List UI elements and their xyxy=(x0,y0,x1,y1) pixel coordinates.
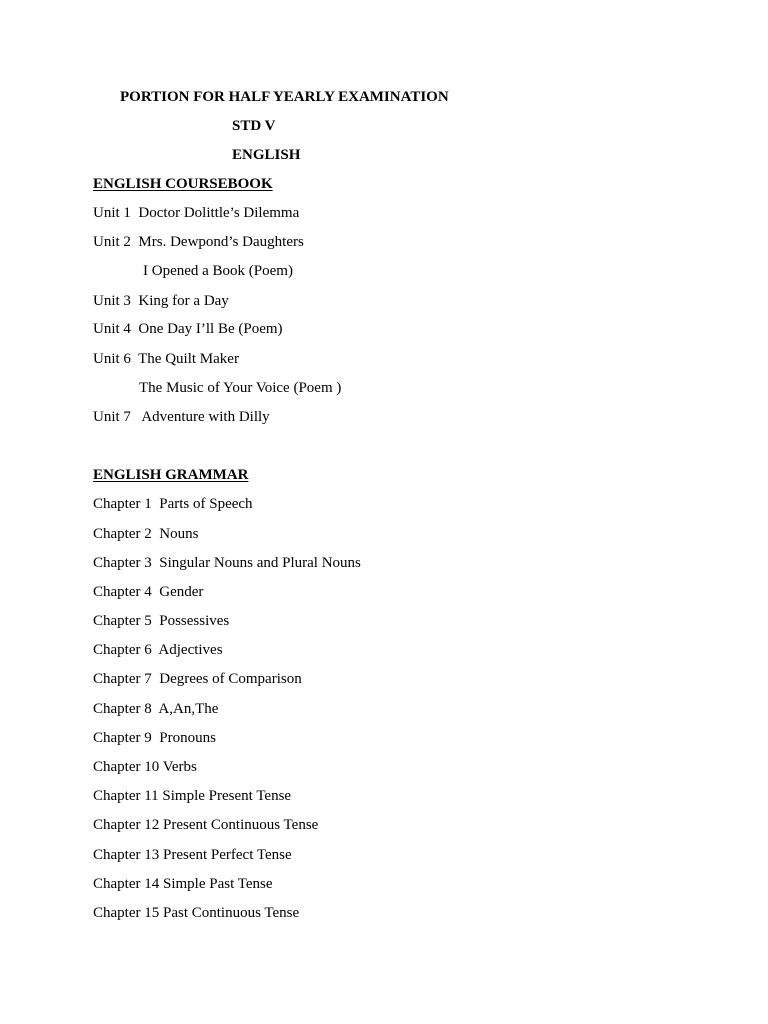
coursebook-item: Unit 1 Doctor Dolittle’s Dilemma xyxy=(93,205,300,221)
coursebook-item: The Music of Your Voice (Poem ) xyxy=(139,380,342,396)
grammar-item: Chapter 5 Possessives xyxy=(93,613,230,629)
subject-label: ENGLISH xyxy=(232,147,301,163)
coursebook-item: Unit 7 Adventure with Dilly xyxy=(93,409,270,425)
standard-label: STD V xyxy=(232,118,276,134)
coursebook-heading: ENGLISH COURSEBOOK xyxy=(93,176,273,192)
grammar-item: Chapter 4 Gender xyxy=(93,584,204,600)
coursebook-item: Unit 4 One Day I’ll Be (Poem) xyxy=(93,321,283,337)
grammar-item: Chapter 7 Degrees of Comparison xyxy=(93,671,302,687)
grammar-item: Chapter 2 Nouns xyxy=(93,526,199,542)
grammar-item: Chapter 3 Singular Nouns and Plural Nouns xyxy=(93,555,361,571)
grammar-item: Chapter 14 Simple Past Tense xyxy=(93,876,273,892)
grammar-heading: ENGLISH GRAMMAR xyxy=(93,467,249,483)
grammar-item: Chapter 1 Parts of Speech xyxy=(93,496,253,512)
grammar-item: Chapter 13 Present Perfect Tense xyxy=(93,847,292,863)
document-title: PORTION FOR HALF YEARLY EXAMINATION xyxy=(120,89,449,105)
grammar-item: Chapter 15 Past Continuous Tense xyxy=(93,905,300,921)
coursebook-item: I Opened a Book (Poem) xyxy=(143,263,293,279)
grammar-item: Chapter 11 Simple Present Tense xyxy=(93,788,292,804)
coursebook-item: Unit 6 The Quilt Maker xyxy=(93,351,239,367)
coursebook-item: Unit 2 Mrs. Dewpond’s Daughters xyxy=(93,234,304,250)
grammar-item: Chapter 10 Verbs xyxy=(93,759,197,775)
grammar-item: Chapter 9 Pronouns xyxy=(93,730,216,746)
grammar-item: Chapter 12 Present Continuous Tense xyxy=(93,817,319,833)
grammar-item: Chapter 6 Adjectives xyxy=(93,642,223,658)
coursebook-item: Unit 3 King for a Day xyxy=(93,293,229,309)
grammar-item: Chapter 8 A,An,The xyxy=(93,701,219,717)
